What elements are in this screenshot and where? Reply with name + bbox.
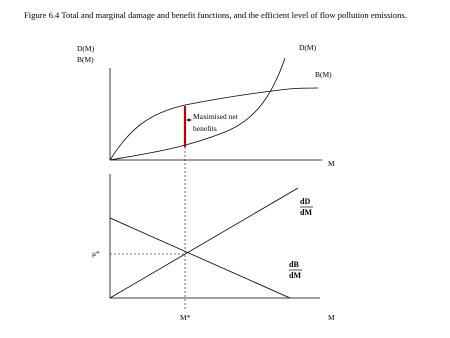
mb-denominator: dM <box>289 271 301 280</box>
top-y-label-b: B(M) <box>77 55 94 64</box>
top-y-label-d: D(M) <box>77 44 95 53</box>
md-denominator: dM <box>300 208 312 217</box>
damage-curve <box>110 58 285 160</box>
annotation-line-1: Maximised net <box>193 112 238 121</box>
curve-label-b: B(M) <box>315 70 332 79</box>
top-x-label: M <box>328 159 335 168</box>
mb-numerator: dB <box>289 260 299 269</box>
annotation-line-2: benefits <box>193 124 217 133</box>
md-numerator: dD <box>300 197 311 206</box>
marginal-benefit-line <box>110 218 290 298</box>
marginal-damage-line <box>110 188 298 298</box>
quantity-label: M* <box>180 313 191 322</box>
price-label: μ* <box>92 249 100 258</box>
bottom-x-label: M <box>328 313 335 322</box>
figure-caption: Figure 6.4 Total and marginal damage and benefit functions, and the efficient level of flow pollution emissions. <box>24 10 407 20</box>
curve-label-d: D(M) <box>299 43 317 52</box>
